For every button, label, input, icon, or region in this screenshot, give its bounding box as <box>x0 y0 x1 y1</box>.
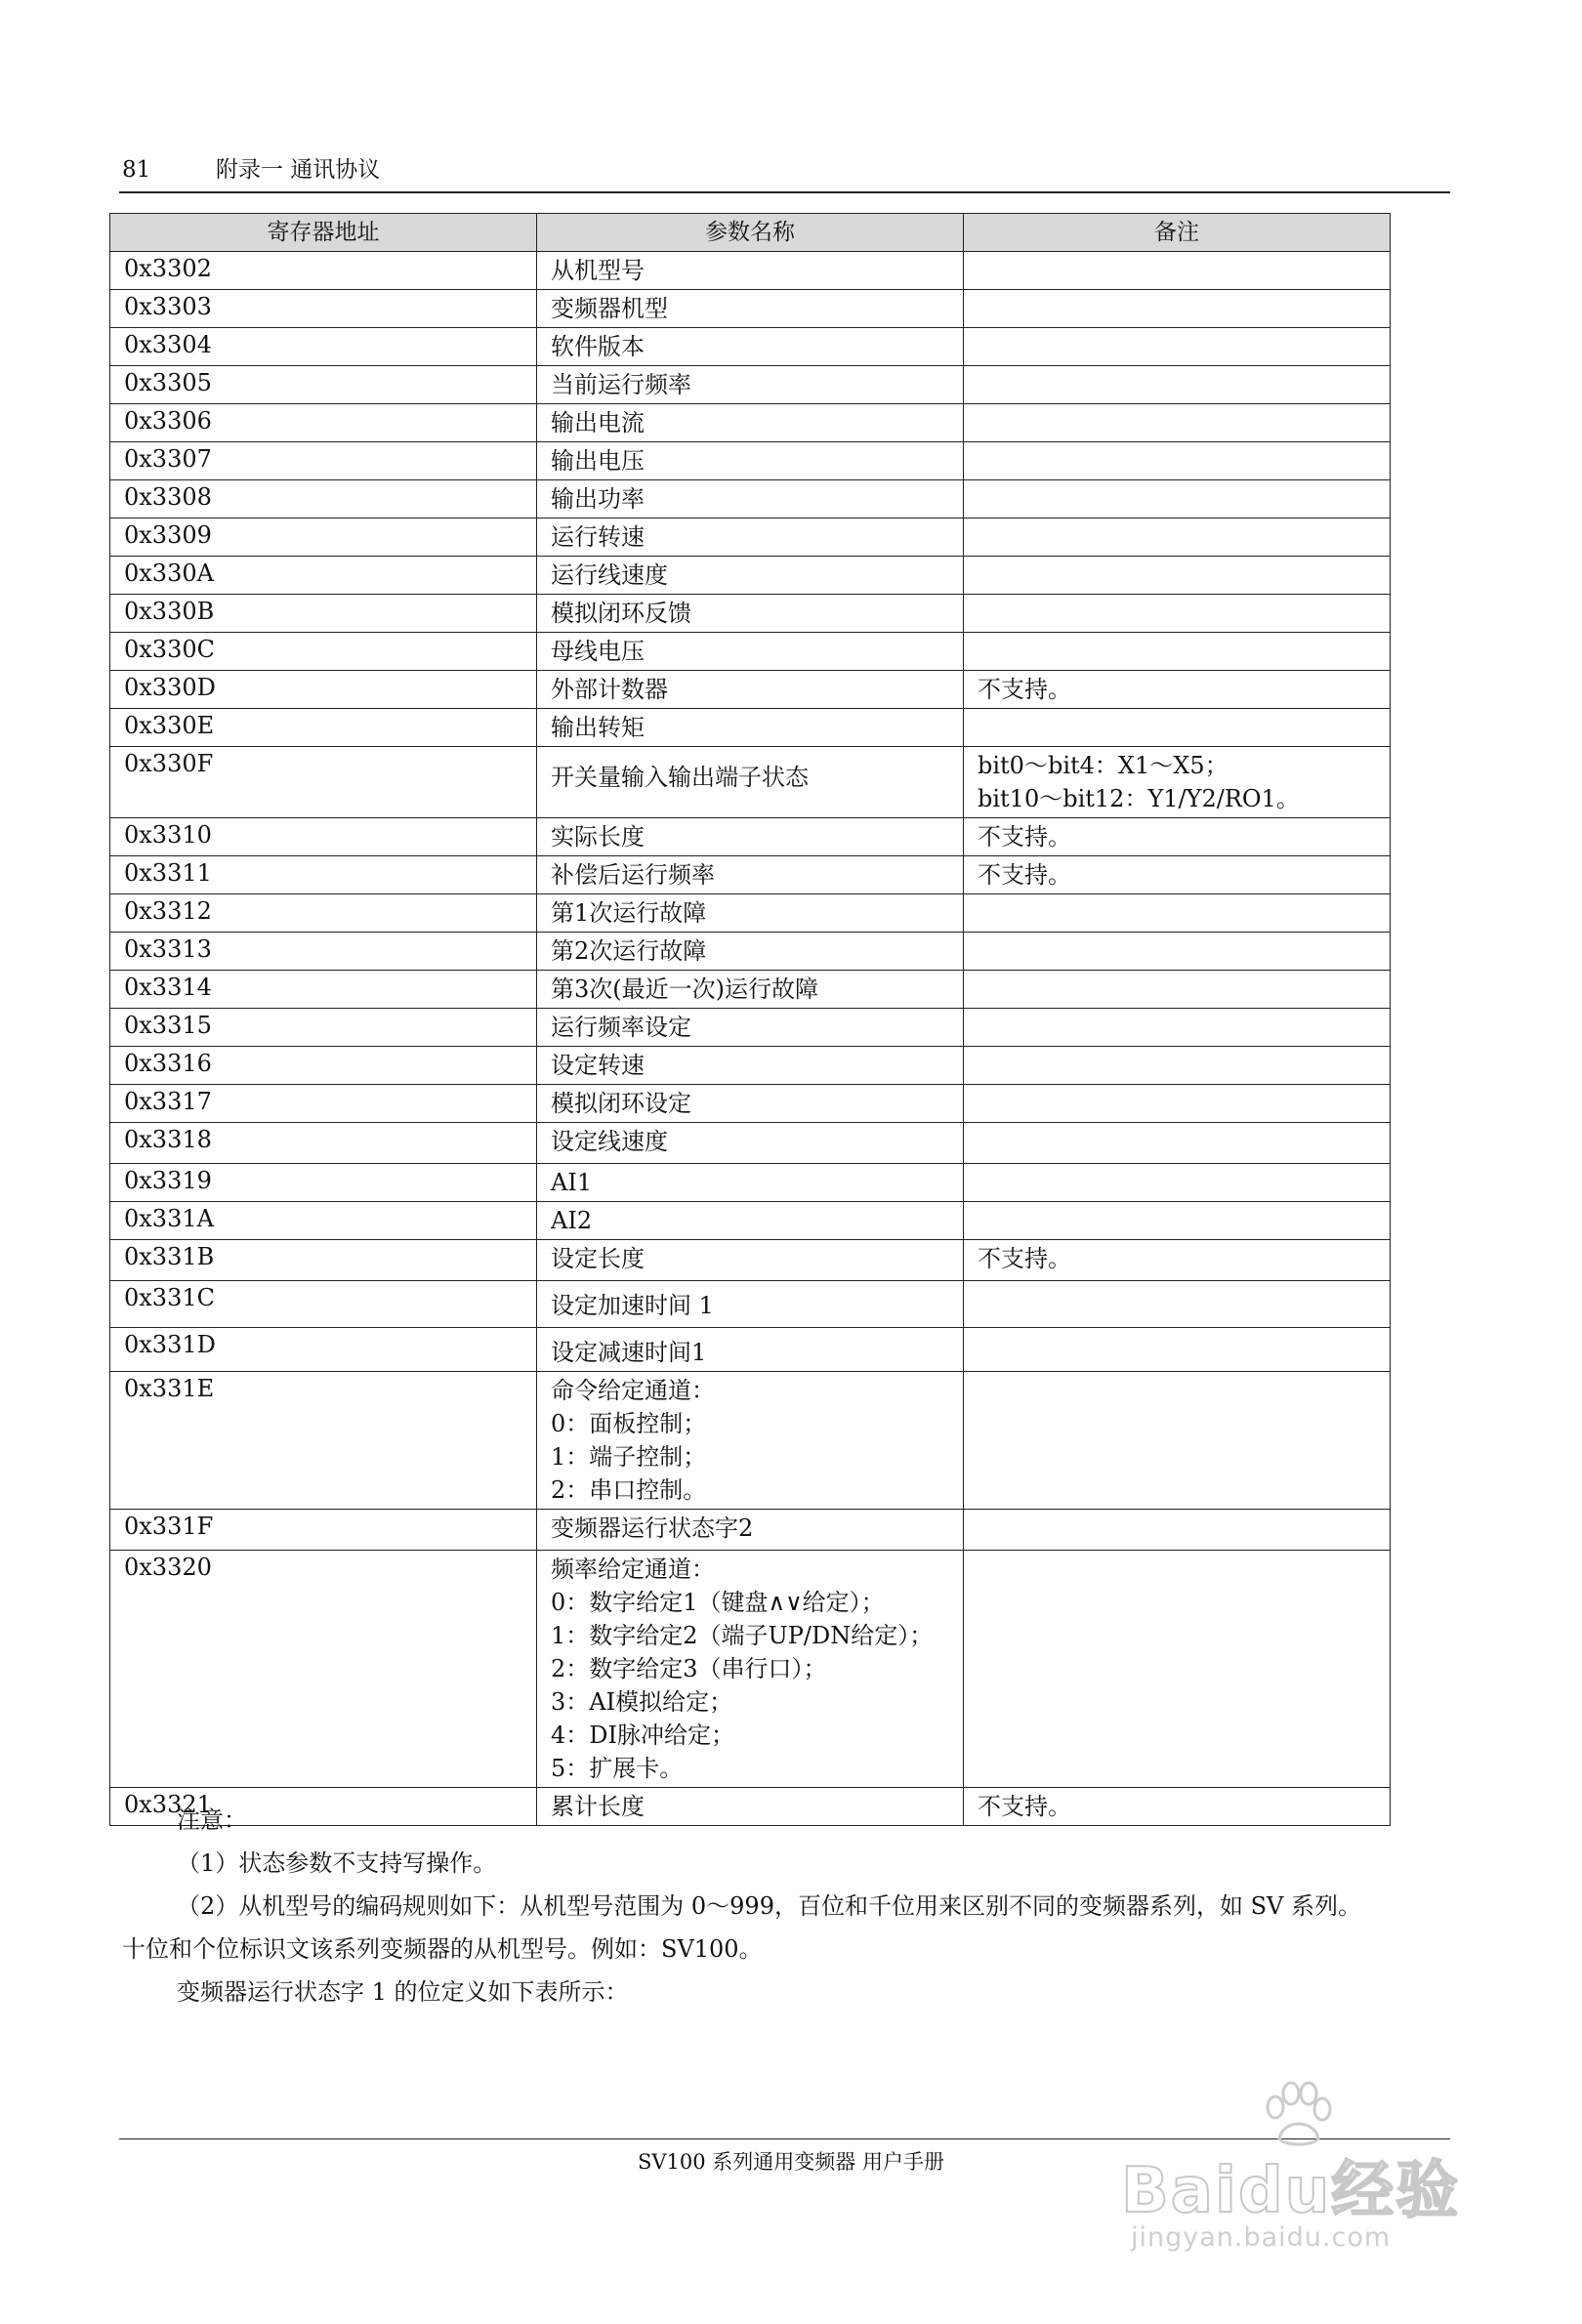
cell-parameter-name <box>537 971 964 1009</box>
cell-register-address: 0x330D <box>110 671 537 709</box>
parameter-name-line: 模拟闭环反馈 <box>551 600 691 627</box>
parameter-name-line: 命令给定通道： <box>551 1377 715 1404</box>
cell-register-address: 0x331D <box>110 1328 537 1372</box>
cell-parameter-name <box>537 366 964 404</box>
cell-parameter-name <box>537 1085 964 1123</box>
cell-parameter-name <box>537 856 964 894</box>
cell-parameter-name <box>537 442 964 480</box>
parameter-name-line: 第3次(最近一次)运行故障 <box>551 975 818 1003</box>
cell-parameter-name <box>537 709 964 747</box>
cell-register-address: 0x3321 <box>110 1788 537 1826</box>
cell-remark <box>964 971 1391 1009</box>
cell-register-address: 0x331B <box>110 1240 537 1281</box>
cell-remark <box>964 894 1391 933</box>
note-item: （1）状态参数不支持写操作。 <box>177 1849 497 1877</box>
cell-register-address: 0x331A <box>110 1202 537 1240</box>
cell-remark <box>964 519 1391 557</box>
cell-remark <box>964 1281 1391 1328</box>
cell-parameter-name <box>537 1372 964 1510</box>
cell-register-address: 0x3306 <box>110 404 537 442</box>
parameter-name-line: 累计长度 <box>551 1793 645 1820</box>
table-row <box>110 671 1391 709</box>
cell-parameter-name <box>537 1328 964 1372</box>
parameter-name-line: 设定加速时间 1 <box>551 1292 714 1319</box>
cell-remark <box>964 709 1391 747</box>
cell-register-address: 0x3313 <box>110 933 537 971</box>
table-row <box>110 747 1391 818</box>
parameter-name-line: 外部计数器 <box>551 676 668 703</box>
cell-parameter-name <box>537 933 964 971</box>
cell-register-address: 0x3316 <box>110 1047 537 1085</box>
cell-register-address: 0x3320 <box>110 1551 537 1788</box>
cell-register-address: 0x331C <box>110 1281 537 1328</box>
cell-parameter-name <box>537 1164 964 1202</box>
cell-register-address: 0x3308 <box>110 480 537 519</box>
table-row <box>110 709 1391 747</box>
cell-parameter-name <box>537 328 964 366</box>
table-row <box>110 894 1391 933</box>
parameter-name-line: 设定长度 <box>551 1245 645 1272</box>
table-row <box>110 1240 1391 1281</box>
parameter-name-line: 4：DI脉冲给定； <box>551 1722 734 1749</box>
parameter-name-line: 输出电压 <box>551 447 645 475</box>
cell-parameter-name <box>537 747 964 818</box>
parameter-name-line: 0：面板控制； <box>551 1410 707 1437</box>
cell-register-address: 0x3312 <box>110 894 537 933</box>
cell-register-address: 0x330E <box>110 709 537 747</box>
cell-register-address: 0x3309 <box>110 519 537 557</box>
table-row <box>110 856 1391 894</box>
parameter-name-line: 实际长度 <box>551 823 645 851</box>
table-row <box>110 633 1391 671</box>
parameter-name-line: 输出电流 <box>551 409 645 436</box>
table-row <box>110 366 1391 404</box>
cell-parameter-name <box>537 1123 964 1164</box>
cell-remark <box>964 366 1391 404</box>
cell-remark <box>964 1328 1391 1372</box>
parameter-name-line: 运行线速度 <box>551 561 668 589</box>
note-item: （2）从机型号的编码规则如下：从机型号范围为 0～999，百位和千位用来区别不同的变频器系列，如 SV 系列。 <box>177 1892 1362 1920</box>
remark-line: bit10～bit12：Y1/Y2/RO1。 <box>978 785 1300 812</box>
cell-register-address: 0x3305 <box>110 366 537 404</box>
baidu-watermark <box>1121 2080 1482 2265</box>
page-number: 81 <box>122 157 151 183</box>
parameter-name-line: 输出转矩 <box>551 714 645 741</box>
cell-remark <box>964 557 1391 595</box>
remark-line: 不支持。 <box>978 1245 1071 1272</box>
cell-parameter-name <box>537 1551 964 1788</box>
table-row <box>110 252 1391 290</box>
cell-parameter-name <box>537 480 964 519</box>
cell-parameter-name <box>537 595 964 633</box>
cell-parameter-name <box>537 1240 964 1281</box>
table-row <box>110 933 1391 971</box>
parameter-name-line: 从机型号 <box>551 257 645 284</box>
table-body <box>110 252 1391 1826</box>
cell-register-address: 0x330B <box>110 595 537 633</box>
parameter-name-line: 1：端子控制； <box>551 1443 707 1471</box>
table-row <box>110 1164 1391 1202</box>
cell-remark <box>964 404 1391 442</box>
table-row <box>110 404 1391 442</box>
header-divider <box>119 191 1450 193</box>
watermark-brand: Baidu经验 <box>1121 2155 1461 2227</box>
parameter-name-line: 设定转速 <box>551 1052 645 1079</box>
parameter-name-line: 补偿后运行频率 <box>551 861 715 889</box>
cell-register-address: 0x331E <box>110 1372 537 1510</box>
table-row <box>110 480 1391 519</box>
parameter-name-line: 2：串口控制。 <box>551 1476 707 1504</box>
cell-register-address: 0x3314 <box>110 971 537 1009</box>
remark-line: 不支持。 <box>978 676 1071 703</box>
cell-register-address: 0x3315 <box>110 1009 537 1047</box>
table-row <box>110 1009 1391 1047</box>
cell-register-address: 0x3307 <box>110 442 537 480</box>
cell-parameter-name <box>537 404 964 442</box>
cell-remark <box>964 328 1391 366</box>
remark-line: 不支持。 <box>978 861 1071 889</box>
table-row <box>110 1085 1391 1123</box>
page-header <box>122 151 380 184</box>
table-row <box>110 971 1391 1009</box>
table-row <box>110 290 1391 328</box>
column-header-note: 备注 <box>964 214 1391 252</box>
cell-register-address: 0x330A <box>110 557 537 595</box>
parameter-name-line: 1：数字给定2（端子UP/DN给定）； <box>551 1622 934 1649</box>
parameter-name-line: 运行转速 <box>551 523 645 551</box>
cell-register-address: 0x3304 <box>110 328 537 366</box>
cell-remark <box>964 933 1391 971</box>
parameter-name-line: 0：数字给定1（键盘∧∨给定）； <box>551 1589 885 1616</box>
parameter-name-line: 开关量输入输出端子状态 <box>551 764 809 791</box>
cell-remark <box>964 856 1391 894</box>
page-footer: SV100 系列通用变频器 用户手册 <box>638 2150 944 2174</box>
parameter-name-line: 输出功率 <box>551 485 645 513</box>
parameter-name-line: 运行频率设定 <box>551 1014 691 1041</box>
table-row <box>110 1123 1391 1164</box>
cell-register-address: 0x330F <box>110 747 537 818</box>
cell-register-address: 0x330C <box>110 633 537 671</box>
cell-register-address: 0x3302 <box>110 252 537 290</box>
parameter-name-line: 2：数字给定3（串行口）； <box>551 1655 827 1682</box>
cell-remark <box>964 1551 1391 1788</box>
column-header-address: 寄存器地址 <box>110 214 537 252</box>
cell-parameter-name <box>537 1281 964 1328</box>
cell-parameter-name <box>537 1047 964 1085</box>
parameter-name-line: 第2次运行故障 <box>551 937 707 965</box>
table-row <box>110 1281 1391 1328</box>
cell-remark <box>964 671 1391 709</box>
notes-section <box>122 1799 1455 2013</box>
table-row <box>110 1202 1391 1240</box>
cell-parameter-name <box>537 633 964 671</box>
table-row <box>110 1510 1391 1551</box>
table-row <box>110 1328 1391 1372</box>
parameter-name-line: 软件版本 <box>551 333 645 360</box>
cell-remark <box>964 252 1391 290</box>
table-row <box>110 1551 1391 1788</box>
cell-parameter-name <box>537 894 964 933</box>
parameter-name-line: AI1 <box>551 1169 593 1196</box>
cell-parameter-name <box>537 519 964 557</box>
cell-remark <box>964 442 1391 480</box>
cell-remark <box>964 1085 1391 1123</box>
parameter-name-line: 设定线速度 <box>551 1128 668 1155</box>
table-row <box>110 1372 1391 1510</box>
table-row <box>110 1047 1391 1085</box>
cell-register-address: 0x3310 <box>110 818 537 856</box>
parameter-name-line: 变频器运行状态字2 <box>551 1515 754 1542</box>
parameter-name-line: AI2 <box>551 1207 593 1234</box>
table-row <box>110 818 1391 856</box>
table-row <box>110 519 1391 557</box>
remark-line: bit0～bit4：X1～X5； <box>978 752 1228 779</box>
remark-line: 不支持。 <box>978 1793 1071 1820</box>
section-title: 附录一 通讯协议 <box>216 157 381 183</box>
parameter-name-line: 第1次运行故障 <box>551 899 707 927</box>
cell-register-address: 0x3311 <box>110 856 537 894</box>
parameter-name-line: 5：扩展卡。 <box>551 1755 684 1782</box>
cell-remark <box>964 1009 1391 1047</box>
cell-register-address: 0x3303 <box>110 290 537 328</box>
cell-register-address: 0x331F <box>110 1510 537 1551</box>
table-row <box>110 595 1391 633</box>
column-header-name: 参数名称 <box>537 214 964 252</box>
cell-parameter-name <box>537 1510 964 1551</box>
cell-parameter-name <box>537 252 964 290</box>
watermark-url: jingyan.baidu.com <box>1131 2222 1392 2253</box>
note-item: 十位和个位标识文该系列变频器的从机型号。例如：SV100。 <box>122 1935 763 1963</box>
parameter-name-line: 当前运行频率 <box>551 371 691 398</box>
register-table <box>109 213 1391 1826</box>
cell-remark <box>964 1123 1391 1164</box>
cell-remark <box>964 1240 1391 1281</box>
paw-icon <box>1258 2080 1336 2148</box>
cell-register-address: 0x3319 <box>110 1164 537 1202</box>
cell-remark <box>964 595 1391 633</box>
cell-remark <box>964 747 1391 818</box>
cell-remark <box>964 1372 1391 1510</box>
parameter-name-line: 变频器机型 <box>551 295 668 322</box>
cell-remark <box>964 818 1391 856</box>
cell-parameter-name <box>537 557 964 595</box>
cell-parameter-name <box>537 818 964 856</box>
notes-title: 注意： <box>177 1806 247 1834</box>
cell-parameter-name <box>537 671 964 709</box>
cell-remark <box>964 1202 1391 1240</box>
parameter-name-line: 设定减速时间1 <box>551 1339 707 1366</box>
cell-parameter-name <box>537 290 964 328</box>
table-header-row <box>110 214 1391 252</box>
parameter-name-line: 模拟闭环设定 <box>551 1090 691 1117</box>
cell-remark <box>964 633 1391 671</box>
cell-remark <box>964 1047 1391 1085</box>
table-row <box>110 557 1391 595</box>
cell-register-address: 0x3318 <box>110 1123 537 1164</box>
remark-line: 不支持。 <box>978 823 1071 851</box>
parameter-name-line: 3：AI模拟给定； <box>551 1688 733 1716</box>
cell-remark <box>964 1164 1391 1202</box>
cell-register-address: 0x3317 <box>110 1085 537 1123</box>
parameter-name-line: 母线电压 <box>551 638 645 665</box>
cell-remark <box>964 1510 1391 1551</box>
parameter-name-line: 频率给定通道： <box>551 1556 715 1583</box>
cell-remark <box>964 480 1391 519</box>
table-row <box>110 328 1391 366</box>
cell-parameter-name <box>537 1009 964 1047</box>
note-item: 变频器运行状态字 1 的位定义如下表所示： <box>177 1978 629 2006</box>
table-row <box>110 442 1391 480</box>
cell-parameter-name <box>537 1202 964 1240</box>
cell-remark <box>964 290 1391 328</box>
